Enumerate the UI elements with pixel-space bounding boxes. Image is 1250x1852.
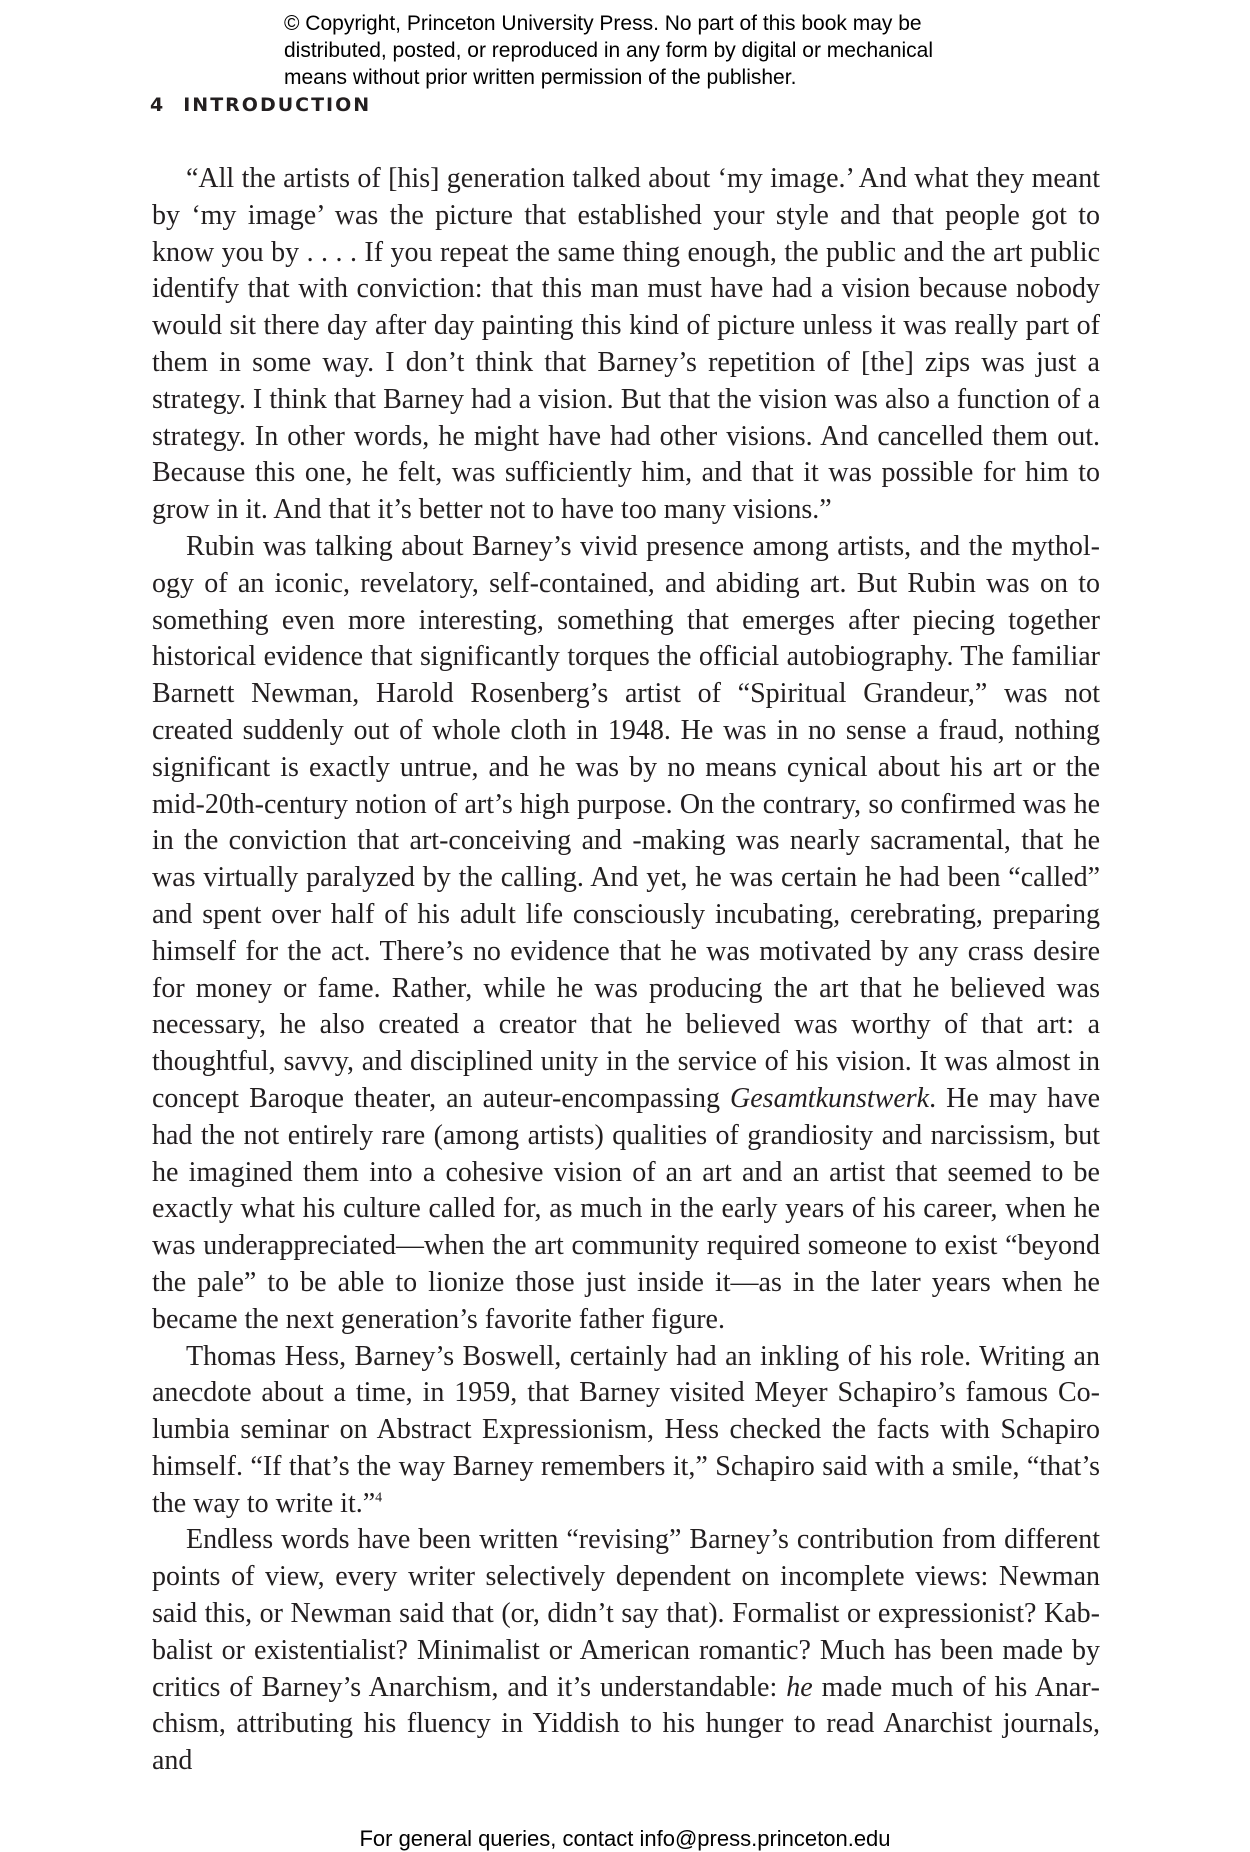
copyright-line: means without prior written permission of the publisher. <box>284 66 797 89</box>
paragraph-text: made much of his Anarchism, attributing his fluency in Yiddish to his hunger to read Anarchist journals, and <box>152 1671 1100 1777</box>
copyright-notice <box>284 10 1044 91</box>
paragraph-text: “All the artists of [his] generation talked about ‘my image.’ And what they meant by ‘my image’ was the picture that established your style and that people got to know you by . . . . If you repeat the same thing enough, the public and the art public identify that with conviction: that this man must have had a vision because nobody would sit there day after day painting this kind of picture unless it was really part of them in some way. I don’t think that Barney’s repetition of [the] zips was just a strategy. I think that Barney had a vision. But that the vision was also a function of a strategy. In other words, he might have had other visions. And cancelled them out. Because this one, he felt, was sufficiently him, and that it was possible for him to grow in it. And that it’s better not to have too many visions.” <box>152 163 1100 526</box>
page-number: 4 <box>150 94 166 116</box>
paragraph <box>152 1522 1100 1780</box>
paragraph <box>152 161 1100 529</box>
copyright-line: distributed, posted, or reproduced in any form by digital or mechanical <box>284 39 934 62</box>
body-text <box>152 161 1100 1780</box>
copyright-line: © Copyright, Princeton University Press. No part of this book may be <box>284 12 922 35</box>
paragraph-text: Thomas Hess, Barney’s Boswell, certainly had an inkling of his role. Writing an anecdote about a time, in 1959, that Barney visited Meyer Schapiro’s famous Columbia seminar on Abstract Expressionism, Hess checked the facts with Schapiro himself. “If that’s the way Barney remembers it,” Schapiro said with a smile, “that’s the way to write it.” <box>152 1340 1100 1519</box>
running-head <box>150 94 371 116</box>
italic-term: Gesamtkunstwerk <box>730 1082 930 1114</box>
italic-word: he <box>786 1671 813 1703</box>
paragraph <box>152 1339 1100 1523</box>
paragraph <box>152 529 1100 1339</box>
paragraph-text: . He may have had the not entirely rare (among artists) qualities of grandiosity and narcissism, but he imagined them into a cohesive vision of an art and an artist that seemed to be exactly what his culture called for, as much in the early years of his career, when he was underappreciated—when the art community required someone to exist “beyond the pale” to be able to lionize those just inside it—as in the later years when he became the next generation’s favorite father figure. <box>152 1082 1100 1335</box>
chapter-title: INTRODUCTION <box>183 94 372 116</box>
footnote-marker: 4 <box>375 1490 383 1506</box>
paragraph-text: Endless words have been written “revising” Barney’s contribution from different points of view, every writer selectively dependent on incomplete views: Newman said this, or Newman said that (or, didn’t say that). Formalist or expressionist? Kabbalist or existentialist? Minimalist or American romantic? Much has been made by critics of Barney’s Anarchism, and it’s understandable: <box>152 1524 1100 1703</box>
paragraph-text: Rubin was talking about Barney’s vivid presence among artists, and the mythology of an iconic, revelatory, self-contained, and abiding art. But Rubin was on to something even more interesting, something that emerges after piecing together historical evidence that significantly torques the official autobiography. The familiar Barnett Newman, Harold Rosenberg’s artist of “Spiritual Grandeur,” was not created suddenly out of whole cloth in 1948. He was in no sense a fraud, nothing significant is exactly untrue, and he was by no means cynical about his art or the mid-20th-century notion of art’s high purpose. On the contrary, so confirmed was he in the conviction that art-conceiving and -making was nearly sacramental, that he was virtually paralyzed by the calling. And yet, he was certain he had been “called” and spent over half of his adult life consciously incubating, cerebrating, preparing himself for the act. There’s no evidence that he was motivated by any crass desire for money or fame. Rather, while he was producing the art that he believed was necessary, he also created a creator that he believed was worthy of that art: a thoughtful, savvy, and disciplined unity in the service of his vision. It was almost in concept Baroque theater, an auteur-encompassing <box>152 530 1100 1114</box>
footer-contact: For general queries, contact info@press.princeton.edu <box>359 1826 891 1851</box>
